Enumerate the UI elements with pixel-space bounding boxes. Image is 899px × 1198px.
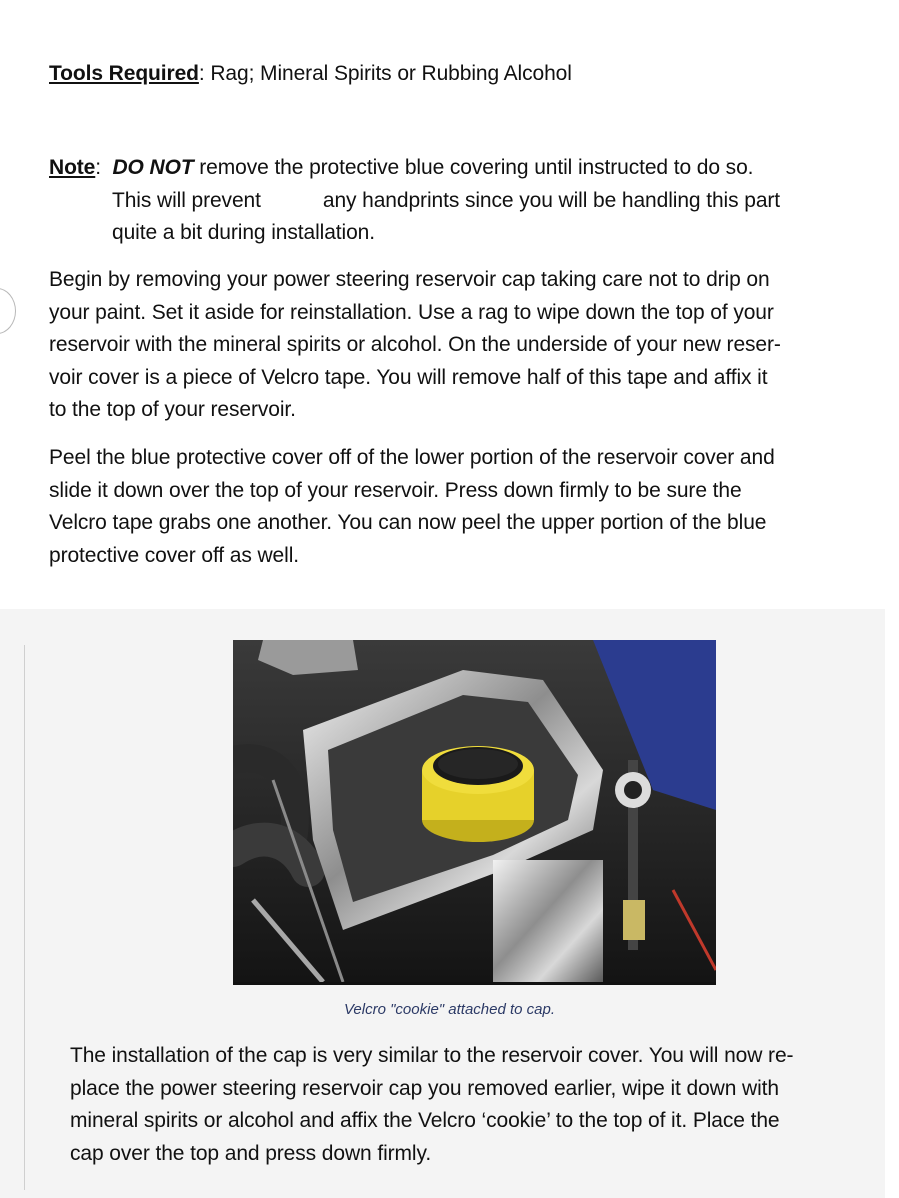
reservoir-cap-photo (233, 640, 716, 985)
paragraph-line: Begin by removing your power steering reservoir cap taking care not to drip on (49, 268, 770, 291)
paragraph-line: The installation of the cap is very similar to the reservoir cover. You will now re- (70, 1044, 794, 1067)
paragraph-line: mineral spirits or alcohol and affix the Velcro ‘cookie’ to the top of it. Place the (70, 1109, 780, 1132)
paragraph-cap-install (70, 1040, 870, 1170)
paragraph-line: voir cover is a piece of Velcro tape. You will remove half of this tape and affix it (49, 365, 768, 389)
paragraph-remove-cap (49, 264, 869, 427)
panel-left-rule (24, 645, 25, 1190)
paragraph-line: to the top of your reservoir. (49, 398, 296, 421)
note-line-1-rest: remove the protective blue covering until instructed to do so. (193, 156, 754, 179)
margin-arc-decoration (0, 288, 16, 334)
note-line-2-b: any handprints since you will be handling this part (322, 188, 781, 212)
paragraph-peel-cover (49, 442, 869, 572)
photo-caption: Velcro "cookie" attached to cap. (343, 1001, 556, 1018)
reservoir-cap-illustration (233, 640, 716, 982)
note-line-1: Note: DO NOT remove the protective blue covering until instructed to do so. (49, 156, 754, 179)
note-emphasis: DO NOT (112, 156, 194, 179)
note-line-2 (49, 185, 869, 218)
paragraph-line: Peel the blue protective cover off of the lower portion of the reservoir cover and (49, 446, 775, 469)
paragraph-line: cap over the top and press down firmly. (70, 1141, 432, 1165)
note-line-3: quite a bit during installation. (112, 221, 375, 244)
paragraph-line: your paint. Set it aside for reinstallation. Use a rag to wipe down the top of your (49, 300, 774, 324)
tools-required-label: Tools Required (49, 62, 199, 85)
paragraph-line: slide it down over the top of your reservoir. Press down firmly to be sure the (49, 478, 742, 502)
paragraph-line: place the power steering reservoir cap you removed earlier, wipe it down with (70, 1076, 779, 1100)
paragraph-line: reservoir with the mineral spirits or alcohol. On the underside of your new reser- (49, 333, 781, 356)
tools-required-line (49, 58, 572, 91)
note-block (49, 152, 869, 250)
tools-required-text: : Rag; Mineral Spirits or Rubbing Alcohol (198, 62, 572, 85)
note-label: Note (49, 156, 96, 179)
paragraph-line: protective cover off as well. (49, 543, 299, 567)
note-line-2-a: This will prevent (112, 188, 261, 212)
paragraph-line: Velcro tape grabs one another. You can now peel the upper portion of the blue (49, 511, 767, 534)
